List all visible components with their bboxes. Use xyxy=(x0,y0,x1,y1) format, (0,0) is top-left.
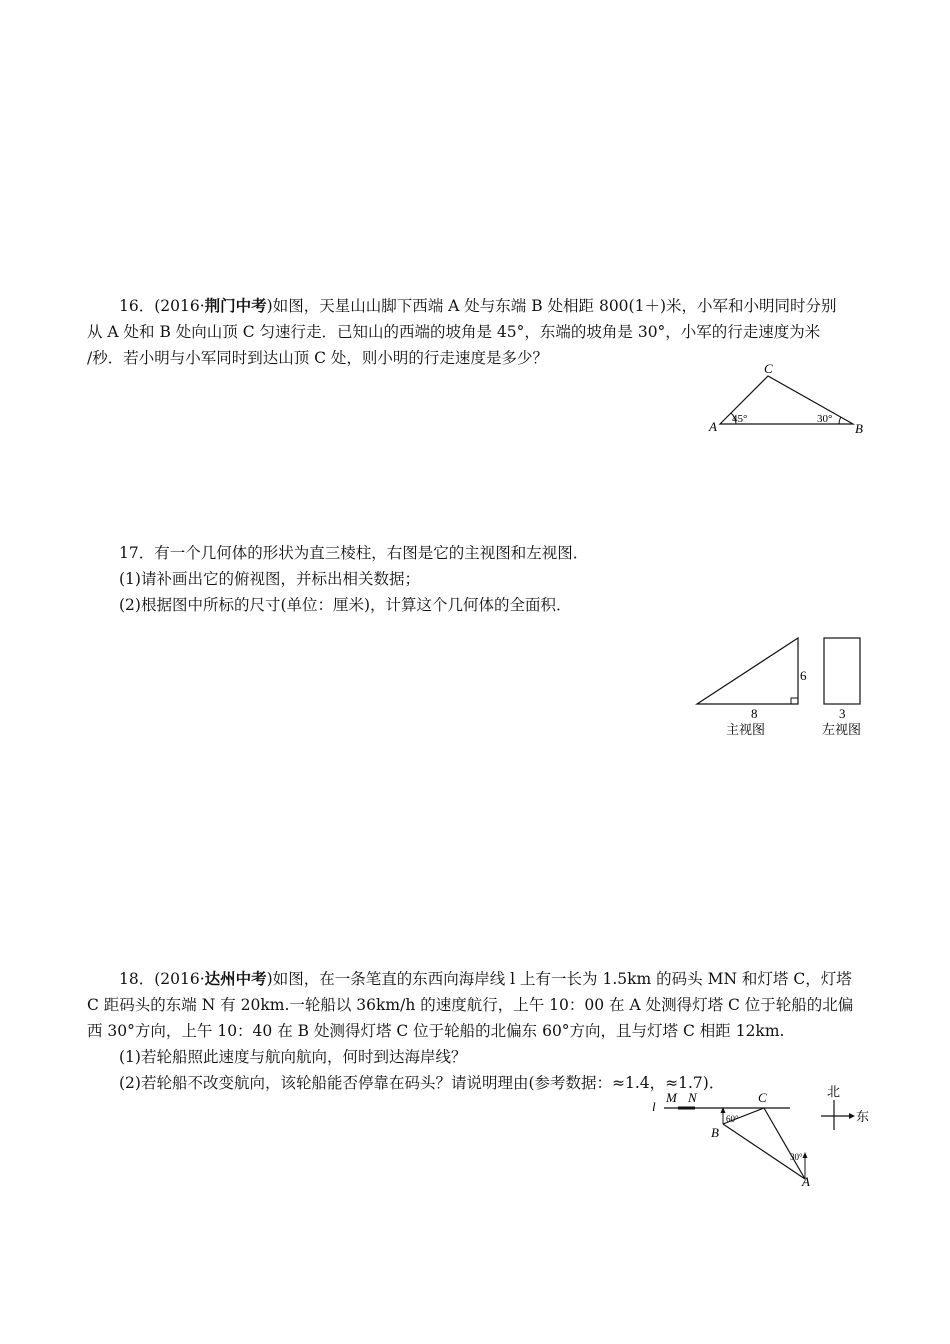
label-b: B xyxy=(711,1125,719,1140)
label-n: N xyxy=(688,1090,697,1105)
problem-18-line-2: C 距码头的东端 N 有 20km.一轮船以 36km/h 的速度航行，上午 10：00 在 A 处测得灯塔 C 位于轮船的北偏 xyxy=(87,996,854,1014)
problem-16-line-3: /秒．若小明与小军同时到达山顶 C 处，则小明的行走速度是多少？ xyxy=(87,349,548,367)
caption-left-view: 左视图 xyxy=(822,723,862,738)
angle-label-b: 30° xyxy=(817,413,833,425)
compass-east-label: 东 xyxy=(856,1110,870,1125)
problem-18-line-1: 18．(2016·达州中考)如图，在一条笔直的东西向海岸线 l 上有一长为 1.5km 的码头 MN 和灯塔 C，灯塔 xyxy=(119,970,852,988)
label-c: C xyxy=(764,361,773,376)
label-l: l xyxy=(652,1099,656,1114)
problem-16-line-1: 16．(2016·荆门中考)如图，天星山山脚下西端 A 处与东端 B 处相距 800(1＋)米，小军和小明同时分别 xyxy=(119,297,837,315)
compass-north-label: 北 xyxy=(827,1085,841,1100)
label-a: A xyxy=(709,419,717,434)
problem-16-line-2: 从 A 处和 B 处向山顶 C 匀速行走．已知山的西端的坡角是 45°，东端的坡角是 30°，小军的行走速度为米 xyxy=(87,323,821,341)
angle-label-b: 60° xyxy=(726,1114,739,1124)
right-angle-mark xyxy=(791,698,798,704)
problem-number: 17． xyxy=(119,544,155,562)
dim-height: 6 xyxy=(800,668,807,683)
label-a: A xyxy=(802,1174,810,1189)
problem-17-item-1: (1)请补画出它的俯视图，并标出相关数据； xyxy=(119,570,420,588)
figure-16-triangle xyxy=(700,358,875,440)
label-b: B xyxy=(855,421,863,436)
angle-label-a: 30° xyxy=(790,1152,803,1162)
problem-18-line-3: 西 30°方向，上午 10：40 在 B 处测得灯塔 C 位于轮船的北偏东 60°方向，且与灯塔 C 相距 12km. xyxy=(87,1022,785,1040)
label-c: C xyxy=(758,1090,767,1105)
caption-front-view: 主视图 xyxy=(726,723,766,738)
problem-source: 荆门中考 xyxy=(204,297,267,315)
dim-width: 3 xyxy=(839,706,846,721)
figure-17-views xyxy=(690,632,875,742)
angle-label-a: 45° xyxy=(732,413,748,425)
figure-18-coastline xyxy=(645,1080,870,1190)
problem-18-item-1: (1)若轮船照此速度与航向航向，何时到达海岸线？ xyxy=(119,1048,467,1066)
problem-number: 18． xyxy=(119,970,155,988)
problem-18-item-2: (2)若轮船不改变航向，该轮船能否停靠在码头？请说明理由(参考数据：≈1.4，≈1.7)． xyxy=(119,1074,725,1092)
north-arrowhead-a xyxy=(803,1152,808,1158)
problem-number: 16． xyxy=(119,297,155,315)
problem-18 xyxy=(87,966,865,1096)
compass-east-arrowhead xyxy=(849,1113,855,1119)
label-m: M xyxy=(666,1090,677,1105)
problem-17 xyxy=(87,540,865,618)
left-view-rectangle xyxy=(824,638,860,704)
front-view-triangle xyxy=(697,638,798,704)
dim-base: 8 xyxy=(751,706,758,721)
segment-ca xyxy=(764,1108,805,1179)
problem-17-intro: 17．有一个几何体的形状为直三棱柱，右图是它的主视图和左视图． xyxy=(119,544,589,562)
problem-source: 达州中考 xyxy=(204,970,267,988)
problem-17-item-2: (2)根据图中所标的尺寸(单位：厘米)，计算这个几何体的全面积． xyxy=(119,596,572,614)
angle-arc-b xyxy=(839,417,841,424)
